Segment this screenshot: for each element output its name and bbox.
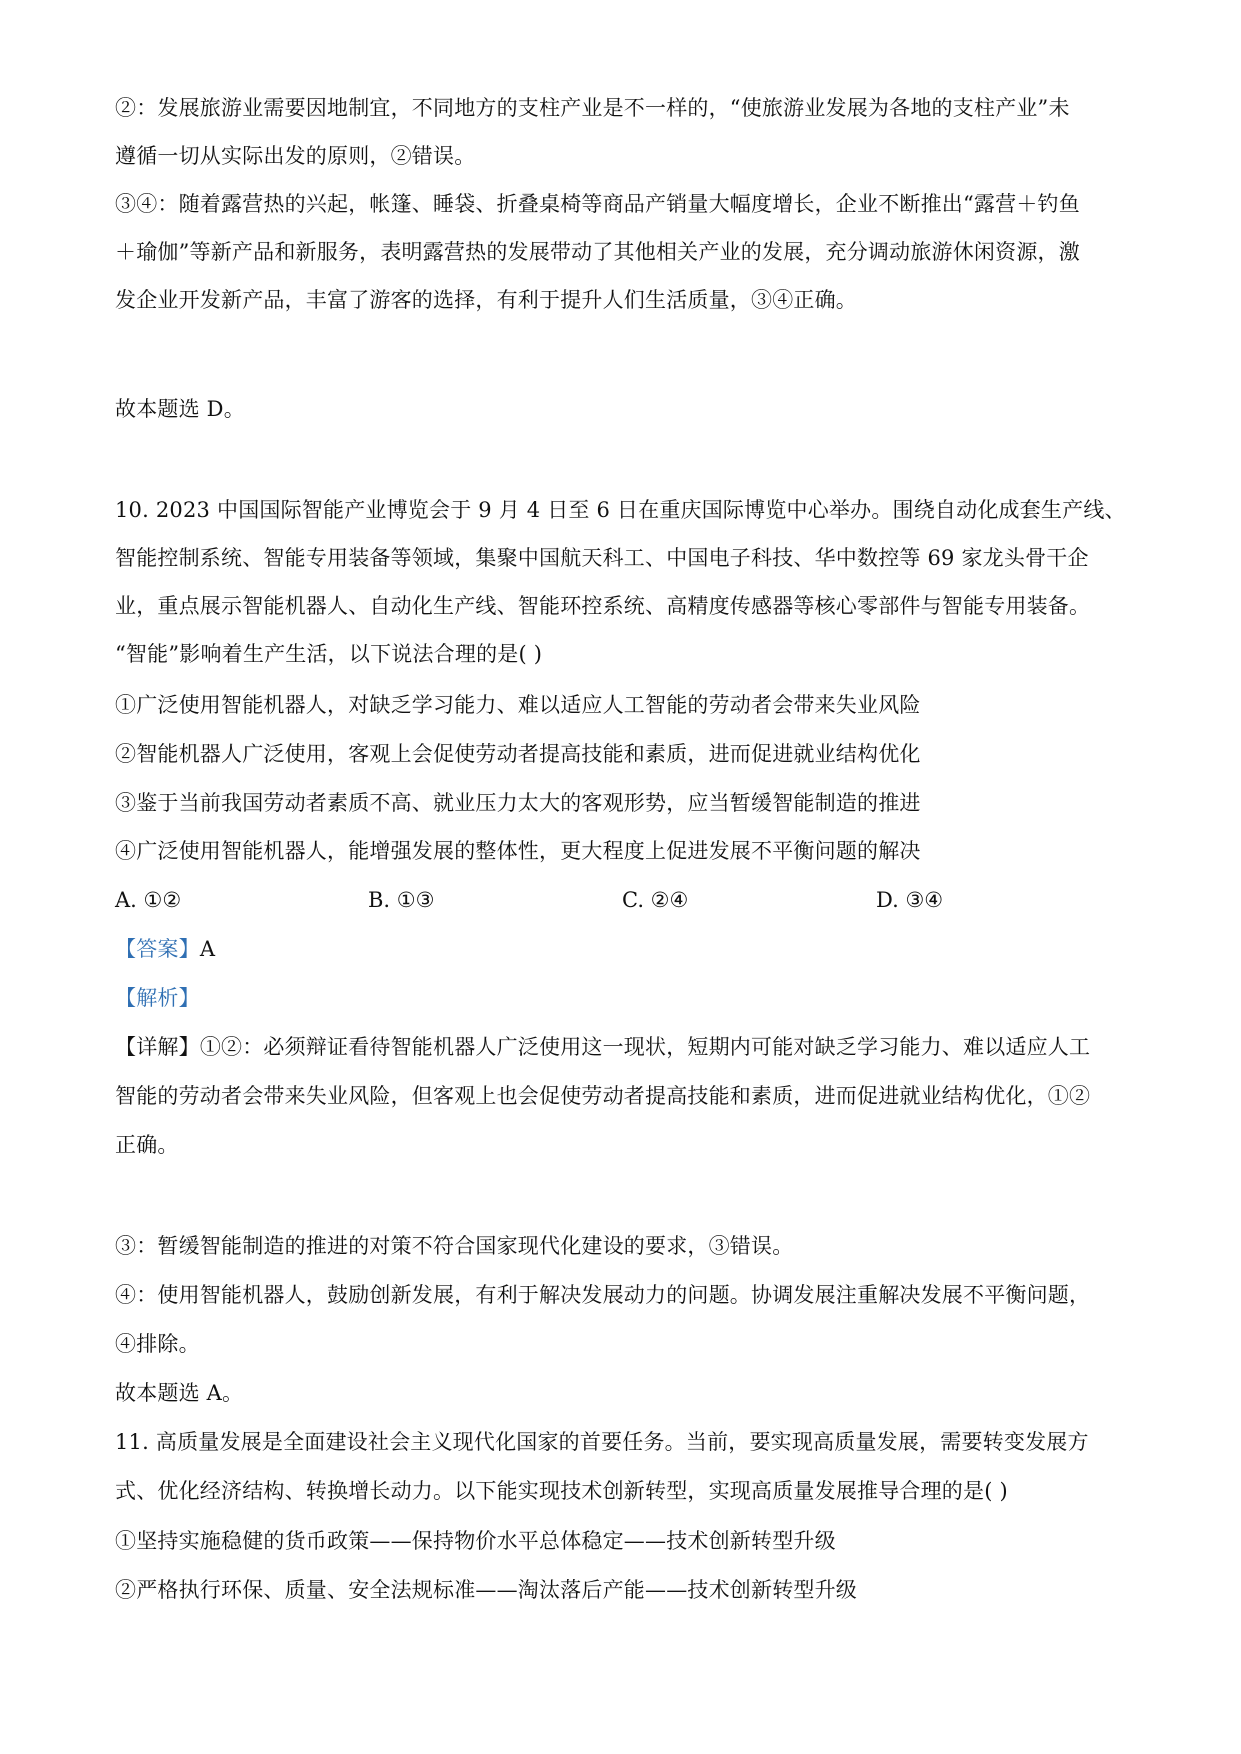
- q10-option-c: C. ②④: [622, 888, 689, 912]
- q10-option-b: B. ①③: [368, 888, 435, 912]
- prev-analysis-line: ＋瑜伽”等新产品和新服务，表明露营热的发展带动了其他相关产业的发展，充分调动旅游休闲资源，激: [115, 240, 1080, 264]
- analysis-label: 【解析】: [115, 986, 200, 1010]
- prev-analysis-line: ②：发展旅游业需要因地制宜，不同地方的支柱产业是不一样的，“使旅游业发展为各地的支柱产业”未: [115, 96, 1070, 120]
- q10-detail-line: ④：使用智能机器人，鼓励创新发展，有利于解决发展动力的问题。协调发展注重解决发展不平衡问题，: [115, 1283, 1091, 1307]
- q10-statement-4: ④广泛使用智能机器人，能增强发展的整体性，更大程度上促进发展不平衡问题的解决: [115, 839, 921, 863]
- prev-analysis-line: ③④：随着露营热的兴起，帐篷、睡袋、折叠桌椅等商品产销量大幅度增长，企业不断推出“露营＋钓鱼: [115, 192, 1080, 216]
- prev-conclusion: 故本题选 D。: [115, 397, 245, 421]
- q11-statement-2: ②严格执行环保、质量、安全法规标准——淘汰落后产能——技术创新转型升级: [115, 1578, 857, 1602]
- prev-analysis-line: 发企业开发新产品，丰富了游客的选择，有利于提升人们生活质量，③④正确。: [115, 288, 857, 312]
- q10-detail-line: [115, 1033, 1090, 1061]
- q10-detail-line: ③：暂缓智能制造的推进的对策不符合国家现代化建设的要求，③错误。: [115, 1234, 794, 1258]
- detail-label: 【详解】: [115, 1035, 200, 1059]
- q10-option-a: A. ①②: [115, 888, 182, 912]
- q10-detail-line: ④排除。: [115, 1332, 200, 1356]
- detail-text: ①②：必须辩证看待智能机器人广泛使用这一现状，短期内可能对缺乏学习能力、难以适应人工: [199, 1035, 1091, 1059]
- answer-label: 【答案】: [115, 937, 200, 961]
- q10-stem-line: 业，重点展示智能机器人、自动化生产线、智能环控系统、高精度传感器等核心零部件与智能专用装备。: [115, 594, 1091, 618]
- q10-stem-line: 智能控制系统、智能专用装备等领域，集聚中国航天科工、中国电子科技、华中数控等 69 家龙头骨干企: [115, 546, 1089, 570]
- q10-answer: [115, 935, 215, 963]
- q10-statement-1: ①广泛使用智能机器人，对缺乏学习能力、难以适应人工智能的劳动者会带来失业风险: [115, 693, 921, 717]
- answer-value: A: [199, 937, 216, 961]
- q10-statement-3: ③鉴于当前我国劳动者素质不高、就业压力太大的客观形势，应当暂缓智能制造的推进: [115, 791, 921, 815]
- q10-detail-line: 智能的劳动者会带来失业风险，但客观上也会促使劳动者提高技能和素质，进而促进就业结构优化，①②: [115, 1084, 1091, 1108]
- q10-statement-2: ②智能机器人广泛使用，客观上会促使劳动者提高技能和素质，进而促进就业结构优化: [115, 742, 921, 766]
- q11-statement-1: ①坚持实施稳健的货币政策——保持物价水平总体稳定——技术创新转型升级: [115, 1529, 836, 1553]
- q10-stem-line: “智能”影响着生产生活，以下说法合理的是( ): [115, 642, 543, 666]
- q11-stem-line: 式、优化经济结构、转换增长动力。以下能实现技术创新转型，实现高质量发展推导合理的是( ): [115, 1479, 1008, 1503]
- q11-stem-line: 11. 高质量发展是全面建设社会主义现代化国家的首要任务。当前，要实现高质量发展，需要转变发展方: [115, 1430, 1089, 1454]
- q10-option-d: D. ③④: [876, 888, 944, 912]
- q10-conclusion: 故本题选 A。: [115, 1381, 244, 1405]
- q10-detail-line: 正确。: [115, 1133, 179, 1157]
- q10-stem-line: 10. 2023 中国国际智能产业博览会于 9 月 4 日至 6 日在重庆国际博览中心举办。围绕自动化成套生产线、: [115, 498, 1126, 522]
- prev-analysis-line: 遵循一切从实际出发的原则，②错误。: [115, 144, 476, 168]
